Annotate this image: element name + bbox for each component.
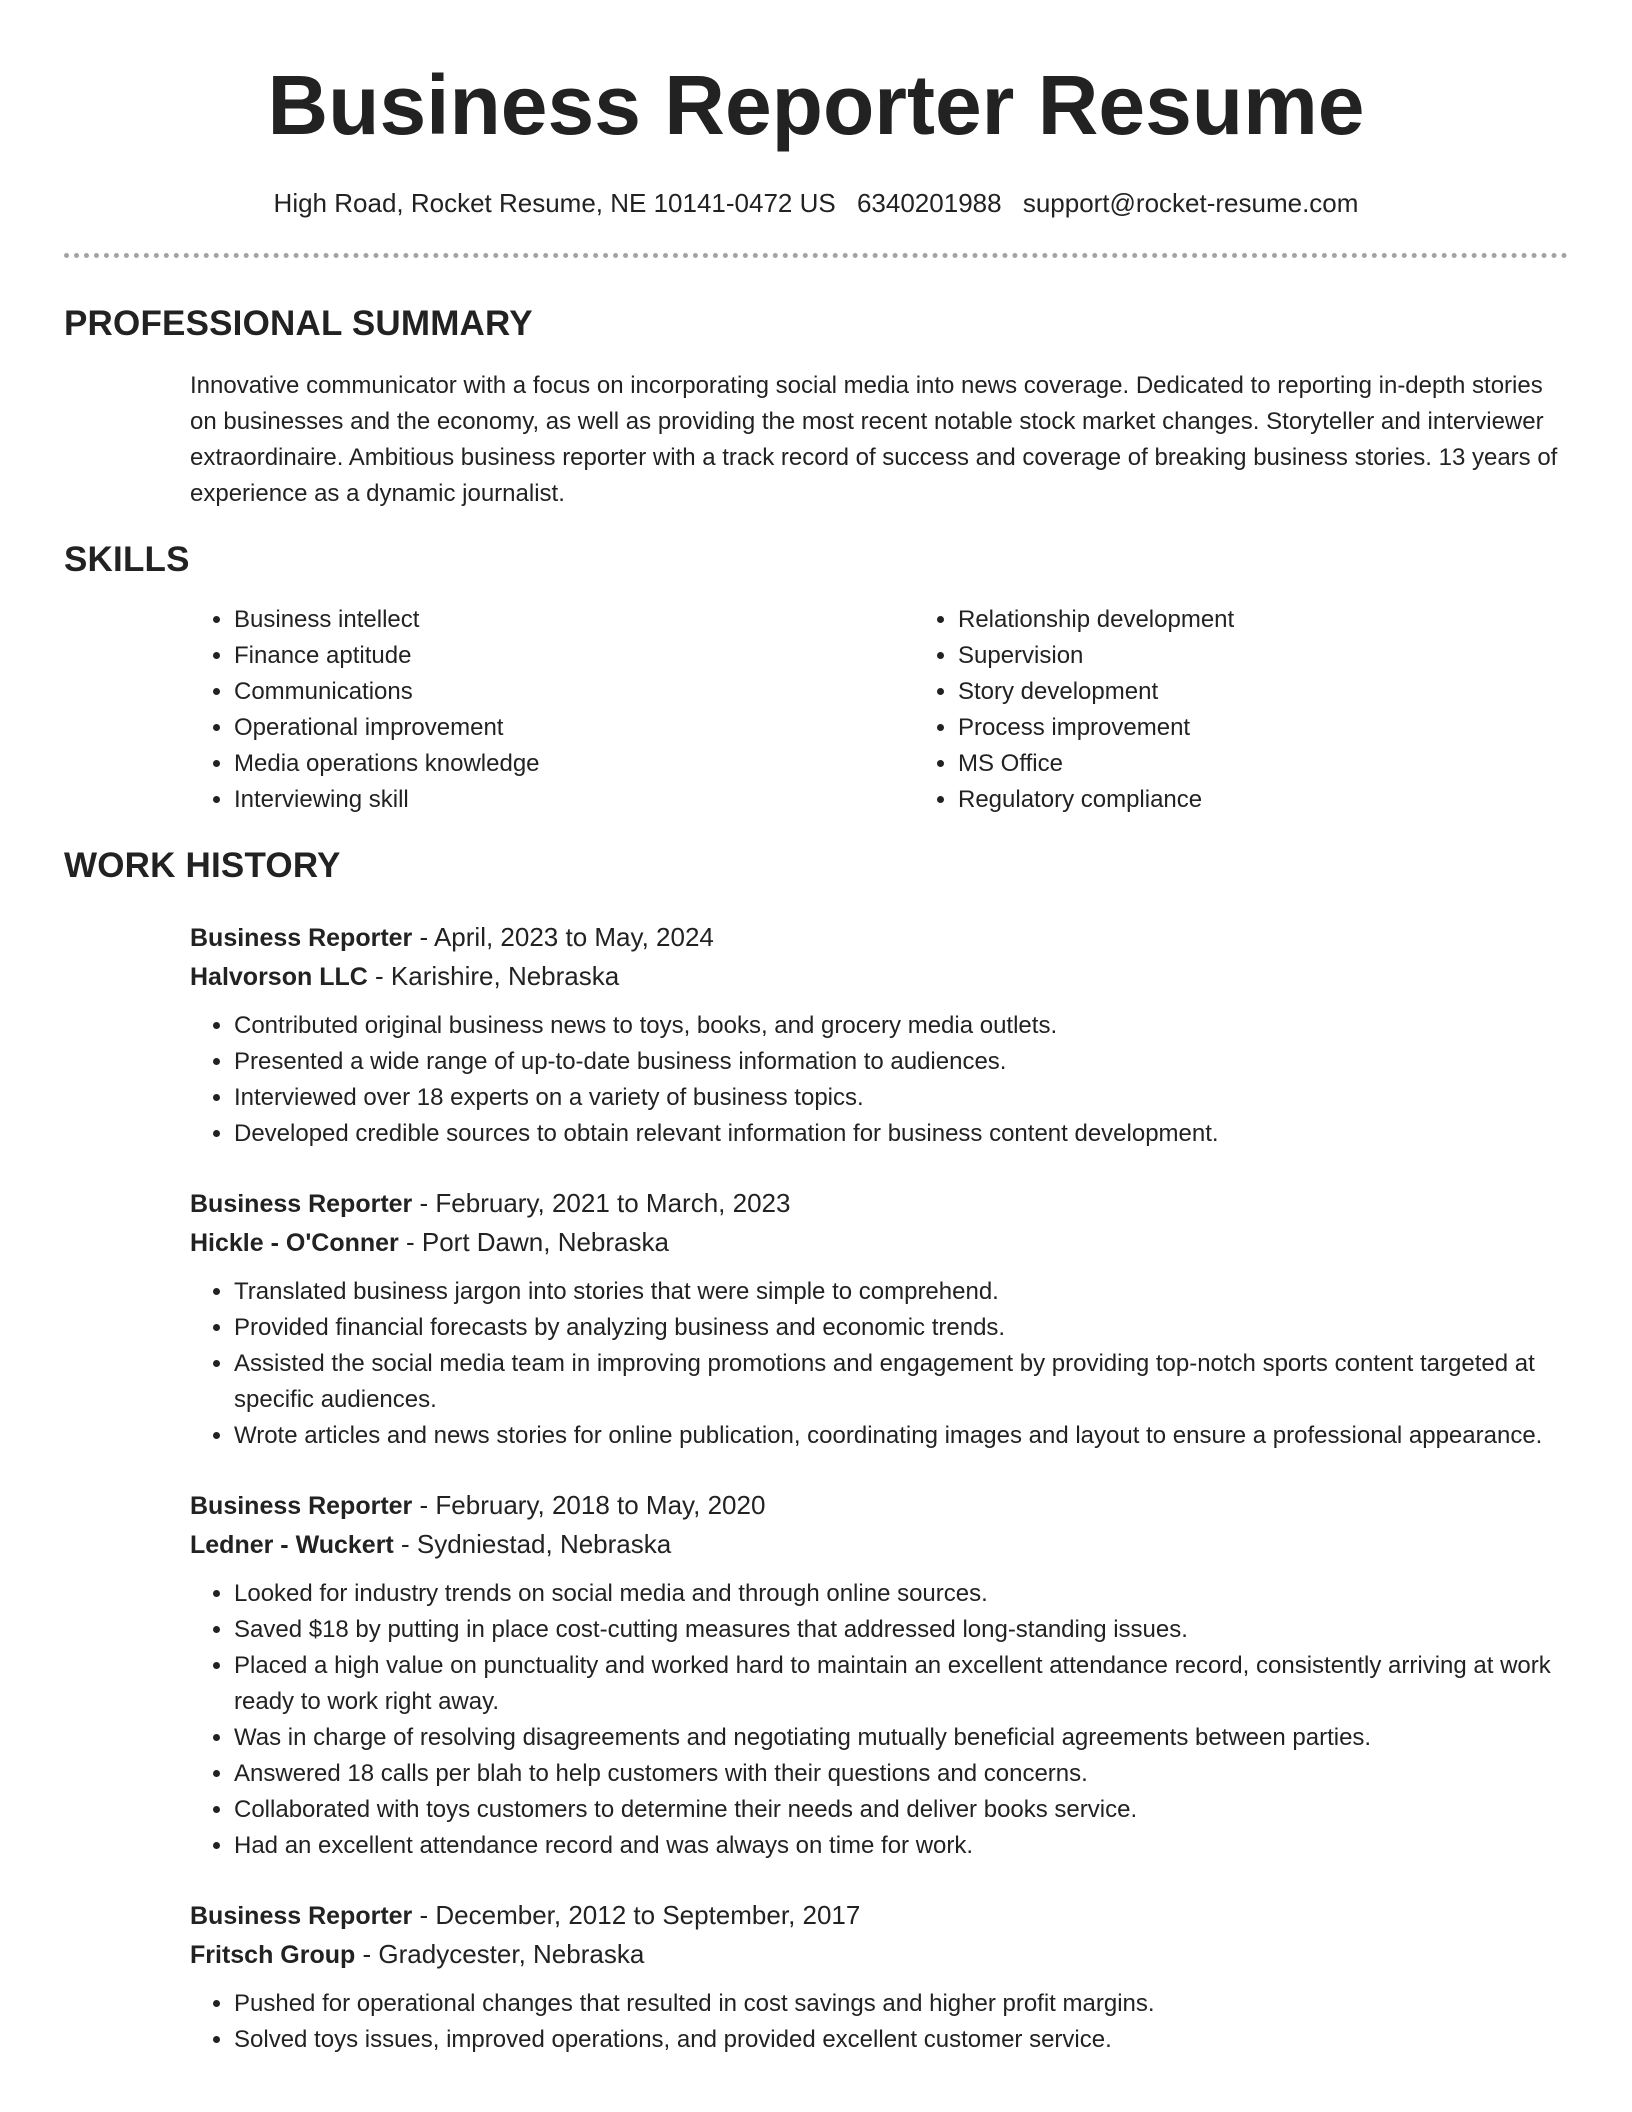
job-role: Business Reporter bbox=[190, 924, 413, 952]
job-location: - Karishire, Nebraska bbox=[367, 961, 620, 991]
job-role-line bbox=[190, 1486, 1568, 1525]
job-bullet: • Assisted the social media team in improving promotions and engagement by providing top-notch sports content targeted at specific audiences. bbox=[234, 1346, 1568, 1418]
job-entry bbox=[190, 1184, 1568, 1454]
job-company: Ledner - Wuckert bbox=[190, 1531, 394, 1559]
skills-heading: SKILLS bbox=[64, 540, 190, 579]
job-location: - Gradycester, Nebraska bbox=[355, 1939, 645, 1969]
job-location: - Sydniestad, Nebraska bbox=[393, 1529, 672, 1559]
skill-item: • Relationship development bbox=[958, 602, 1234, 638]
job-bullets bbox=[190, 1986, 1568, 2058]
job-location: - Port Dawn, Nebraska bbox=[398, 1227, 669, 1257]
job-dates: - February, 2018 to May, 2020 bbox=[412, 1490, 766, 1520]
job-bullets bbox=[190, 1008, 1568, 1152]
job-role: Business Reporter bbox=[190, 1492, 413, 1520]
contact-address: High Road, Rocket Resume, NE 10141-0472 US bbox=[273, 188, 836, 218]
skill-item: • Communications bbox=[234, 674, 914, 710]
skills-column-left bbox=[190, 602, 914, 818]
job-company: Fritsch Group bbox=[190, 1941, 356, 1969]
job-bullet: • Had an excellent attendance record and was always on time for work. bbox=[234, 1828, 1568, 1864]
job-dates: - December, 2012 to September, 2017 bbox=[412, 1900, 861, 1930]
job-bullet: • Saved $18 by putting in place cost-cutting measures that addressed long-standing issues. bbox=[234, 1612, 1568, 1648]
job-bullet: • Provided financial forecasts by analyzing business and economic trends. bbox=[234, 1310, 1568, 1346]
skills-list bbox=[190, 602, 1568, 818]
work-history-list bbox=[190, 918, 1568, 2058]
job-bullet: • Contributed original business news to toys, books, and grocery media outlets. bbox=[234, 1008, 1568, 1044]
job-entry bbox=[190, 1896, 1568, 2058]
skill-item: • Story development bbox=[958, 674, 1234, 710]
job-bullet: • Solved toys issues, improved operations, and provided excellent customer service. bbox=[234, 2022, 1568, 2058]
job-bullets bbox=[190, 1576, 1568, 1864]
summary-text: Innovative communicator with a focus on incorporating social media into news coverage. Dedicated to reporting in-depth stories on businesses and the economy, as well as providing the most recent notable stock market changes. Storyteller and interviewer extraordinaire. Ambitious business reporter with a track record of success and coverage of breaking business stories. 13 years of experience as a dynamic journalist. bbox=[190, 372, 1558, 507]
skill-item: • Media operations knowledge bbox=[234, 746, 914, 782]
job-bullet: • Developed credible sources to obtain relevant information for business content development. bbox=[234, 1116, 1568, 1152]
skill-item: • Operational improvement bbox=[234, 710, 914, 746]
job-role-line bbox=[190, 1896, 1568, 1935]
job-bullet: • Answered 18 calls per blah to help customers with their questions and concerns. bbox=[234, 1756, 1568, 1792]
job-company-line bbox=[190, 1525, 1568, 1564]
contact-email: support@rocket-resume.com bbox=[1022, 188, 1359, 218]
summary-heading: PROFESSIONAL SUMMARY bbox=[64, 304, 533, 343]
job-company-line bbox=[190, 1935, 1568, 1974]
job-dates: - February, 2021 to March, 2023 bbox=[412, 1188, 791, 1218]
job-entry bbox=[190, 1486, 1568, 1864]
job-bullet: • Wrote articles and news stories for online publication, coordinating images and layout to ensure a professional appearance. bbox=[234, 1418, 1568, 1454]
job-bullet: • Was in charge of resolving disagreements and negotiating mutually beneficial agreements between parties. bbox=[234, 1720, 1568, 1756]
job-role-line bbox=[190, 1184, 1568, 1223]
job-company-line bbox=[190, 1223, 1568, 1262]
job-bullet: • Placed a high value on punctuality and worked hard to maintain an excellent attendance record, consistently arriving at work ready to work right away. bbox=[234, 1648, 1568, 1720]
job-bullet: • Collaborated with toys customers to determine their needs and deliver books service. bbox=[234, 1792, 1568, 1828]
skill-item: • Process improvement bbox=[958, 710, 1234, 746]
skill-item: • MS Office bbox=[958, 746, 1234, 782]
contact-phone: 6340201988 bbox=[856, 188, 1002, 218]
job-role-line bbox=[190, 918, 1568, 957]
job-bullets bbox=[190, 1274, 1568, 1454]
job-company: Halvorson LLC bbox=[190, 963, 368, 991]
skill-item: • Supervision bbox=[958, 638, 1234, 674]
skill-item: • Business intellect bbox=[234, 602, 914, 638]
job-bullet: • Interviewed over 18 experts on a variety of business topics. bbox=[234, 1080, 1568, 1116]
job-role: Business Reporter bbox=[190, 1190, 413, 1218]
contact-line bbox=[64, 185, 1568, 221]
resume-title: Business Reporter Resume bbox=[267, 58, 1365, 152]
skill-item: • Interviewing skill bbox=[234, 782, 914, 818]
job-bullet: • Looked for industry trends on social media and through online sources. bbox=[234, 1576, 1568, 1612]
skill-item: • Regulatory compliance bbox=[958, 782, 1234, 818]
job-company: Hickle - O'Conner bbox=[190, 1229, 399, 1257]
job-company-line bbox=[190, 957, 1568, 996]
job-bullet: • Presented a wide range of up-to-date business information to audiences. bbox=[234, 1044, 1568, 1080]
job-role: Business Reporter bbox=[190, 1902, 413, 1930]
skills-column-right bbox=[914, 602, 1234, 818]
header-divider bbox=[64, 253, 1568, 258]
job-dates: - April, 2023 to May, 2024 bbox=[412, 922, 714, 952]
job-bullet: • Pushed for operational changes that resulted in cost savings and higher profit margins. bbox=[234, 1986, 1568, 2022]
work-history-heading: WORK HISTORY bbox=[64, 846, 341, 885]
job-bullet: • Translated business jargon into stories that were simple to comprehend. bbox=[234, 1274, 1568, 1310]
job-entry bbox=[190, 918, 1568, 1152]
skill-item: • Finance aptitude bbox=[234, 638, 914, 674]
